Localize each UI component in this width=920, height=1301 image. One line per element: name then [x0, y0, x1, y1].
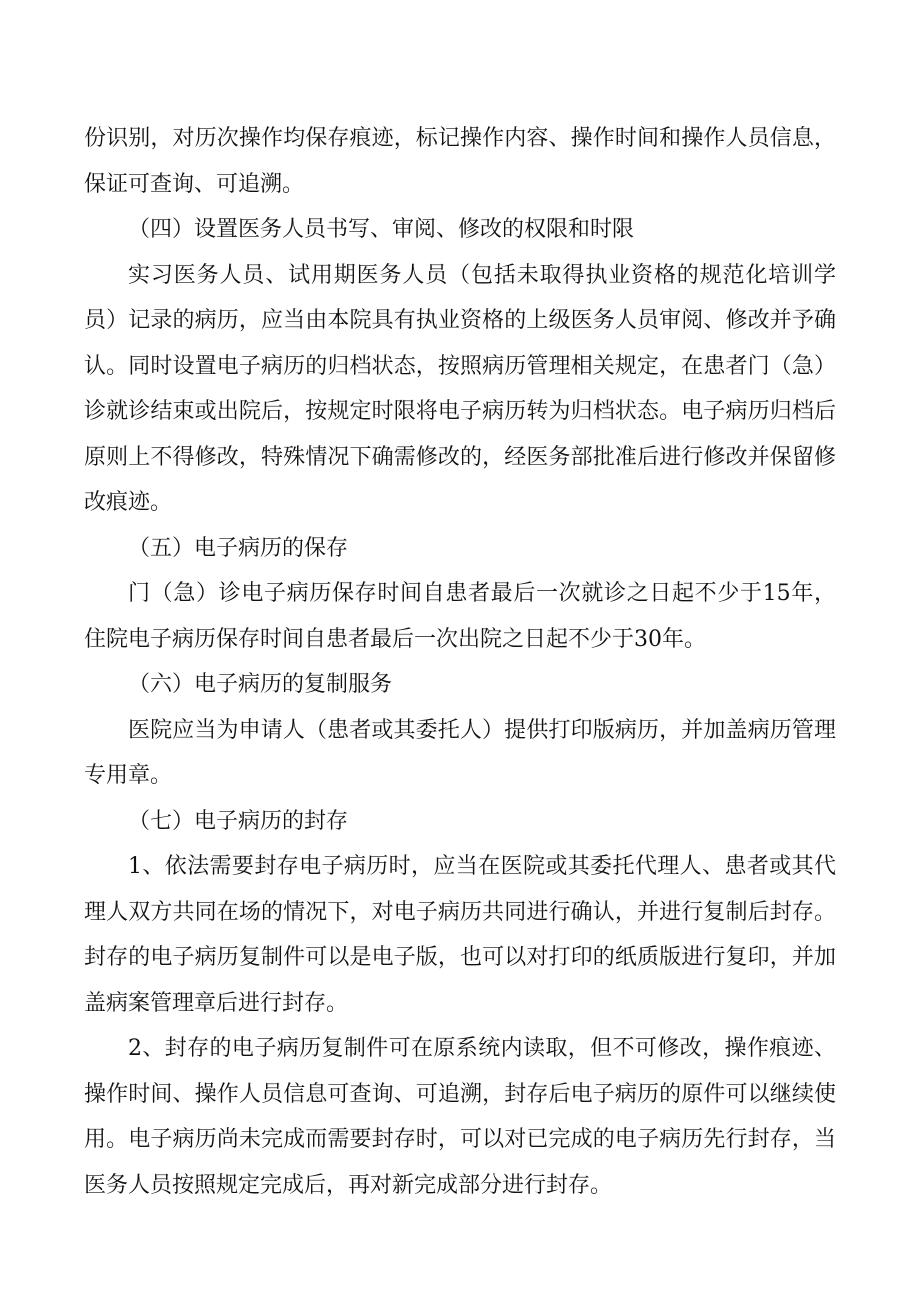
section-heading-5-storage: （五）电子病历的保存	[128, 535, 349, 561]
paragraph-review-and-archiving: 实习医务人员、试用期医务人员（包括未取得执业资格的规范化培训学员）记录的病历，应当由本院具有执业资格的上级医务人员审阅、修改并予确认。同时设置电子病历的归档状态，按照病历管理相关规定，在患者门（急）诊就诊结束或出院后，按规定时限将电子病历转为归档状态。电子病历归档后原则上不得修改，特殊情况下确需修改的，经医务部批准后进行修改并保留修改痕迹。	[84, 262, 836, 515]
section-heading-6-copy-service: （六）电子病历的复制服务	[128, 672, 393, 697]
paragraph-sealing-procedure-2: 2、封存的电子病历复制件可在原系统内读取，但不可修改，操作痕迹、操作时间、操作人员信息可查询、可追溯，封存后电子病历的原件可以继续使用。电子病历尚未完成而需要封存时，可以对已完成的电子病历先行封存，当医务人员按照规定完成后，再对新完成部分进行封存。	[84, 1036, 836, 1198]
section-heading-7-sealing: （七）电子病历的封存	[128, 808, 349, 834]
document-body	[84, 116, 836, 1208]
paragraph-retention-period: 门（急）诊电子病历保存时间自患者最后一次就诊之日起不少于15年，住院电子病历保存时间自患者最后一次出院之日起不少于30年。	[84, 581, 836, 652]
paragraph-printed-copy: 医院应当为申请人（患者或其委托人）提供打印版病历，并加盖病历管理专用章。	[84, 717, 836, 788]
section-heading-4-permissions: （四）设置医务人员书写、审阅、修改的权限和时限	[128, 217, 635, 242]
paragraph-continued-audit-trail: 份识别，对历次操作均保存痕迹，标记操作内容、操作时间和操作人员信息，保证可查询、可追溯。	[84, 126, 836, 197]
paragraph-sealing-procedure-1: 1、依法需要封存电子病历时，应当在医院或其委托代理人、患者或其代理人双方共同在场的情况下，对电子病历共同进行确认，并进行复制后封存。封存的电子病历复制件可以是电子版，也可以对打印的纸质版进行复印，并加盖病案管理章后进行封存。	[84, 854, 836, 1016]
